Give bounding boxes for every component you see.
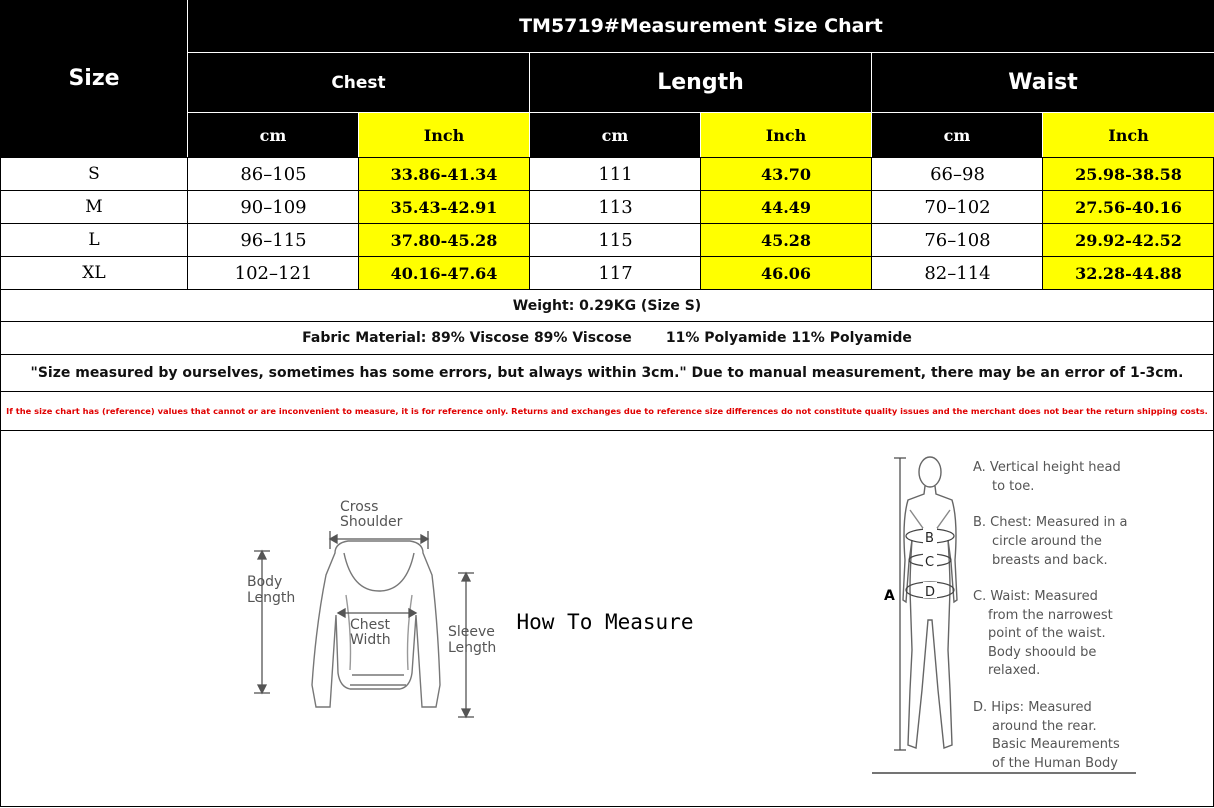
note-d: D. Hips: Measured: [973, 700, 1092, 715]
row-divider: [0, 256, 1214, 257]
size-header: Size: [0, 0, 188, 157]
label-sleeve-length: Sleeve: [448, 624, 495, 640]
cell-length-inch: 46.06: [701, 257, 871, 289]
label-sleeve-length: Length: [448, 640, 497, 656]
col-divider: [529, 52, 530, 113]
body-diagram: [872, 450, 1142, 780]
note-c: C. Waist: Measured: [973, 589, 1098, 604]
cell-length-cm: 113: [598, 196, 633, 218]
note-a: to toe.: [992, 479, 1035, 494]
fabric-note: Fabric Material: 89% Viscose 89% Viscose 11% Polyamide 11% Polyamide: [302, 330, 912, 346]
cell-chest-cm: 86–105: [240, 163, 307, 185]
note-a: A. Vertical height head: [973, 460, 1121, 475]
group-waist: Waist: [872, 53, 1214, 112]
group-length: Length: [530, 53, 871, 112]
col-divider: [0, 157, 1, 807]
cell-length-inch: 45.28: [701, 224, 871, 256]
label-cross-shoulder: Shoulder: [340, 514, 403, 530]
group-chest: Chest: [188, 53, 529, 112]
disclaimer-note: If the size chart has (reference) values that cannot or are inconvenient to measure, it is for reference only. Returns and exchanges due to reference size differences do not constitute quality issues and the merchant does not bear the return shipping costs.: [6, 406, 1208, 416]
unit-chest-inch: Inch: [359, 113, 529, 157]
how-to-measure-label: How To Measure: [516, 610, 694, 634]
cell-chest-cm: 102–121: [234, 262, 313, 284]
row-divider: [0, 190, 1214, 191]
measure-note: "Size measured by ourselves, sometimes has some errors, but always within 3cm." Due to manual measurement, there may be an error of 1-3cm.: [30, 365, 1184, 381]
cell-size: M: [85, 197, 103, 217]
cell-length-cm: 111: [598, 163, 633, 185]
col-divider: [358, 157, 359, 289]
label-chest-width: Width: [350, 632, 391, 648]
note-d: of the Human Body: [992, 756, 1118, 771]
cell-size: L: [88, 230, 100, 250]
note-d: around the rear.: [992, 719, 1097, 734]
unit-waist-inch: Inch: [1043, 113, 1214, 157]
cell-length-inch: 43.70: [701, 158, 871, 190]
cell-length-cm: 115: [598, 229, 633, 251]
cell-waist-cm: 82–114: [924, 262, 991, 284]
cell-chest-inch: 40.16-47.64: [359, 257, 529, 289]
unit-waist-cm: cm: [872, 113, 1042, 157]
note-b: breasts and back.: [992, 553, 1108, 568]
row-divider: [0, 157, 1214, 158]
cell-waist-inch: 29.92-42.52: [1043, 224, 1214, 256]
note-b: circle around the: [992, 534, 1102, 549]
cell-waist-cm: 76–108: [924, 229, 991, 251]
col-divider: [871, 52, 872, 113]
cell-size: XL: [82, 263, 106, 283]
header-divider: [188, 112, 1214, 113]
cell-waist-cm: 66–98: [930, 163, 985, 185]
note-c: relaxed.: [988, 663, 1041, 678]
header-divider: [188, 52, 1214, 53]
unit-chest-cm: cm: [188, 113, 358, 157]
note-c: point of the waist.: [988, 626, 1106, 641]
cell-waist-inch: 27.56-40.16: [1043, 191, 1214, 223]
label-cross-shoulder: Cross: [340, 499, 379, 515]
unit-length-inch: Inch: [701, 113, 871, 157]
label-a: A: [884, 588, 895, 604]
label-d: D: [925, 585, 936, 600]
row-divider: [0, 806, 1214, 807]
chart-title: TM5719#Measurement Size Chart: [188, 0, 1214, 52]
unit-length-cm: cm: [530, 113, 700, 157]
weight-note: Weight: 0.29KG (Size S): [512, 297, 702, 314]
note-d: Basic Meaurements: [992, 737, 1120, 752]
cell-length-inch: 44.49: [701, 191, 871, 223]
cell-waist-cm: 70–102: [924, 196, 991, 218]
label-body-length: Body: [247, 574, 283, 590]
cell-waist-inch: 32.28-44.88: [1043, 257, 1214, 289]
label-c: C: [925, 555, 935, 570]
cell-length-cm: 117: [598, 262, 633, 284]
note-c: from the narrowest: [988, 608, 1113, 623]
label-body-length: Length: [247, 590, 296, 606]
cell-chest-cm: 96–115: [240, 229, 307, 251]
label-chest-width: Chest: [350, 617, 391, 633]
col-divider: [529, 157, 530, 289]
note-b: B. Chest: Measured in a: [973, 515, 1128, 530]
row-divider: [0, 223, 1214, 224]
note-c: Body shoould be: [988, 645, 1097, 660]
cell-chest-cm: 90–109: [240, 196, 307, 218]
row-divider: [0, 430, 1214, 431]
cell-chest-inch: 35.43-42.91: [359, 191, 529, 223]
cell-chest-inch: 37.80-45.28: [359, 224, 529, 256]
garment-diagram: [240, 495, 500, 735]
col-divider: [871, 157, 872, 289]
col-divider: [187, 157, 188, 289]
col-divider: [700, 157, 701, 289]
col-divider: [187, 0, 188, 157]
label-b: B: [925, 531, 934, 546]
cell-chest-inch: 33.86-41.34: [359, 158, 529, 190]
cell-waist-inch: 25.98-38.58: [1043, 158, 1214, 190]
cell-size: S: [88, 164, 100, 184]
col-divider: [1042, 157, 1043, 289]
